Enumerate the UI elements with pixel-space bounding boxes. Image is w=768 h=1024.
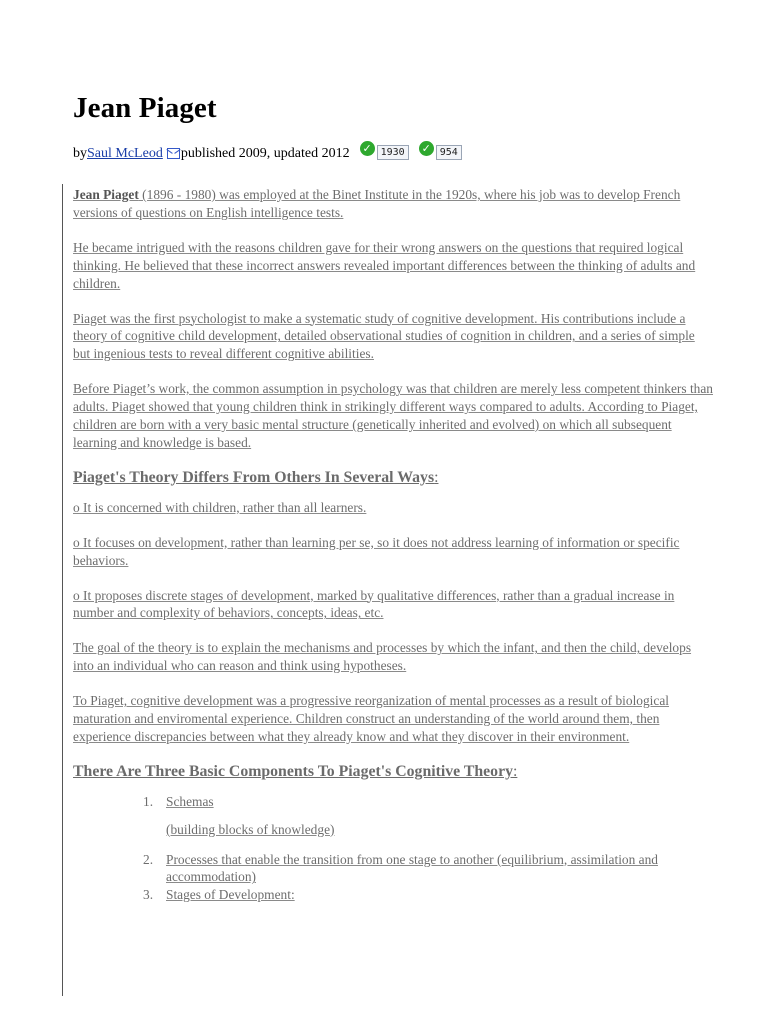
paragraph: Piaget was the first psychologist to make a systematic study of cognitive development. His contributions include a theory of cognitive child development, detailed observational studies of cognition in children, and a series of simple but ingenious tests to reveal different cognitive abilities.	[73, 310, 695, 362]
byline-prefix: by	[73, 146, 87, 161]
item-number: 2.	[143, 851, 154, 867]
paragraph: He became intrigued with the reasons children gave for their wrong answers on the questions that required logical thinking. He believed that these incorrect answers revealed important differences between the thinking of adults and children.	[73, 239, 696, 291]
check-icon: ✓	[419, 141, 434, 156]
section-heading-text: There Are Three Basic Components To Piaget's Cognitive Theory	[73, 762, 513, 780]
list-item: o It focuses on development, rather than learning per se, so it does not address learning of information or specific behaviors.	[73, 534, 680, 568]
page-title: Jean Piaget	[73, 92, 217, 124]
list-item	[166, 821, 713, 839]
list-item: o It is concerned with children, rather than all learners.	[73, 499, 367, 515]
share-badge-1[interactable]	[360, 141, 409, 160]
paragraph: To Piaget, cognitive development was a progressive reorganization of mental processes as a result of biological maturation and enviromental experience. Children construct an understanding of the world around them, then experience discrepancies between what they already know and what they discover in their environment.	[73, 693, 670, 744]
publish-info: published 2009, updated 2012	[180, 146, 350, 161]
components-list	[73, 793, 713, 905]
item-number: 3.	[143, 887, 154, 903]
share-count: 1930	[377, 145, 409, 160]
item-text: (building blocks of knowledge)	[166, 821, 335, 837]
section-heading-text: Piaget's Theory Differs From Others In Several Ways	[73, 468, 435, 486]
list-item	[143, 793, 713, 811]
item-number: 1.	[143, 793, 154, 809]
item-text: Processes that enable the transition from one stage to another (equilibrium, assimilation and accommodation)	[166, 851, 658, 885]
list-item: o It proposes discrete stages of development, marked by qualitative differences, rather than a gradual increase in number and complexity of behaviors, concepts, ideas, etc.	[73, 587, 675, 621]
article-body	[73, 186, 713, 904]
mail-icon[interactable]	[167, 148, 180, 159]
intro-paragraph	[73, 186, 713, 222]
share-count: 954	[436, 145, 462, 160]
subject-name: Jean Piaget	[73, 187, 139, 202]
share-badge-2[interactable]	[419, 141, 462, 160]
item-text: Schemas	[166, 793, 214, 809]
list-item	[143, 886, 713, 904]
author-link[interactable]: Saul McLeod	[87, 146, 163, 161]
item-text: Stages of Development:	[166, 887, 295, 903]
left-border-rule	[62, 184, 63, 996]
intro-text: (1896 - 1980) was employed at the Binet Institute in the 1920s, where his job was to develop French versions of questions on English intelligence tests.	[73, 187, 681, 220]
section-heading: Piaget's Theory Differs From Others In Several Ways:	[73, 468, 439, 486]
byline	[73, 141, 462, 162]
section-heading: There Are Three Basic Components To Piaget's Cognitive Theory:	[73, 762, 518, 780]
list-item	[143, 851, 713, 887]
paragraph: The goal of the theory is to explain the mechanisms and processes by which the infant, and then the child, develops into an individual who can reason and think using hypotheses.	[73, 640, 692, 674]
paragraph: Before Piaget’s work, the common assumption in psychology was that children are merely less competent thinkers than adults. Piaget showed that young children think in strikingly different ways compared to adults. According to Piaget, children are born with a very basic mental structure (genetically inherited and evolved) on which all subsequent learning and knowledge is based.	[73, 381, 713, 450]
check-icon: ✓	[360, 141, 375, 156]
